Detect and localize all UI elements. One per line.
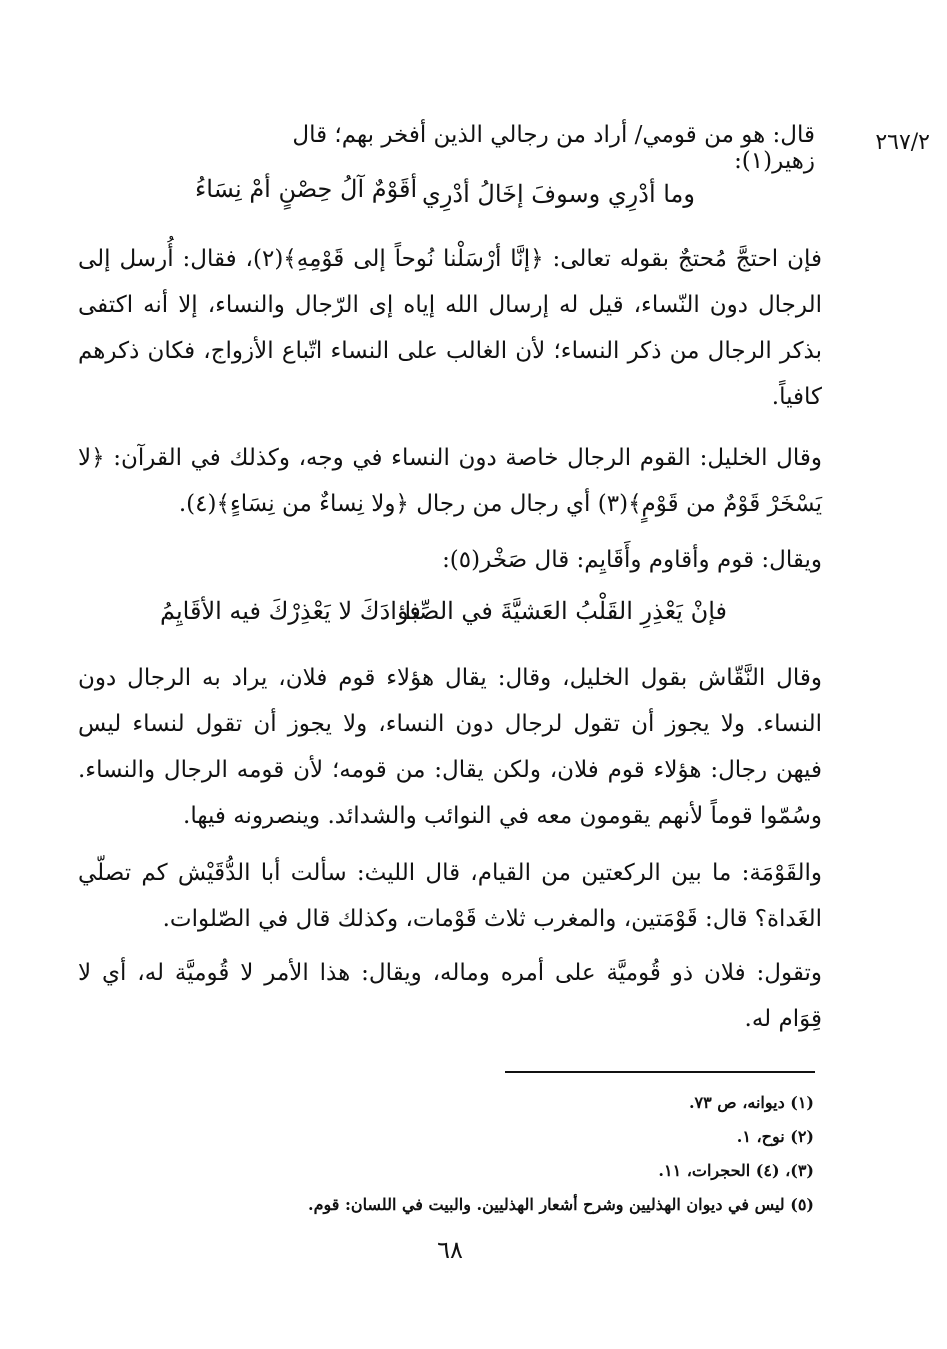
footnote-separator bbox=[505, 1071, 815, 1073]
footnote-1: (١) ديوانه، ص ٧٣. bbox=[688, 1093, 814, 1112]
paragraph-6: وتقول: فلان ذو قُوميَّة على أمره وماله، ويقال: هذا الأمر لا قُوميَّة له، أي لا قِوَام له. bbox=[78, 960, 822, 1032]
paragraph-1: فإن احتجَّ مُحتجٌ بقوله تعالى: ﴿إنَّا أرْسَلْنا نُوحاً إلى قَوْمِهِ﴾(٢)، فقال: أُرسل إلى الرجال دون النّساء، قيل له إرسال الله إياه إى الرّجال والنساء، إلا أنه اكتفى بذكر الرجال من ذكر النساء؛ لأن الغالب على النساء اتّباع الأزواج، فكان ذكرهم كافياً. bbox=[78, 246, 822, 410]
opening-line: قال: هو من قومي/ أراد من رجالي الذين أفخر بهم؛ قال زهير(١): bbox=[292, 122, 815, 174]
footnote-2: (٢) نوح، ١. bbox=[736, 1127, 814, 1146]
verse2-first-hemistich: فإنْ يَعْذِرِ القَلْبُ العَشيَّةَ في الصِّبا bbox=[404, 597, 727, 625]
paragraph-5: والقَوْمَة: ما بين الركعتين من القيام، قال الليث: سألت أبا الدُّقَيْش كم تصلّي الغَداة؟ قال: قَوْمَتين، والمغرب ثلاث قَوْمات، وكذلك قال في الصّلوات. bbox=[78, 860, 822, 932]
verse1-first-hemistich: وما أدْرِي وسوفَ إخَالُ أدْرِي bbox=[422, 180, 695, 208]
verse2-second-hemistich: فؤادَكَ لا يَعْذِرْكَ فيه الأقَايِمُ bbox=[160, 597, 421, 625]
footnote-4: (٥) ليس في ديوان الهذليين وشرح أشعار الهذليين. والبيت في اللسان: قوم. bbox=[308, 1195, 814, 1214]
paragraph-3: ويقال: قوم وأقاوم وأَقَايِم: قال صَخْر(٥): bbox=[442, 547, 822, 573]
marginal-volume-page-ref: ٢٦٧/٢ bbox=[875, 130, 930, 155]
verse1-second-hemistich: أقَوْمٌ آلُ حِصْنٍ أمْ نِسَاءُ bbox=[195, 175, 418, 203]
footnote-3: (٣)، (٤) الحجرات، ١١. bbox=[658, 1161, 814, 1180]
paragraph-4: وقال النَّقّاش بقول الخليل، وقال: يقال هؤلاء قوم فلان، يراد به الرجال دون النساء. ولا يجوز أن تقول لرجال دون النساء، ولا يجوز أن تقول لنساء ليس فيهن رجال: هؤلاء قوم فلان، ولكن يقال: من قومه؛ لأن قومه الرجال والنساء. وسُمّوا قوماً لأنهم يقومون معه في النوائب والشدائد. وينصرونه فيها. bbox=[78, 665, 822, 829]
page-number: ٦٨ bbox=[437, 1236, 463, 1264]
paragraph-2: وقال الخليل: القوم الرجال خاصة دون النساء في وجه، وكذلك في القرآن: ﴿لا يَسْخَرْ قَوْمٌ من قَوْمٍ﴾(٣) أي رجال من رجال ﴿ولا نِساءٌ من نِسَاءٍ﴾(٤). bbox=[78, 445, 822, 517]
